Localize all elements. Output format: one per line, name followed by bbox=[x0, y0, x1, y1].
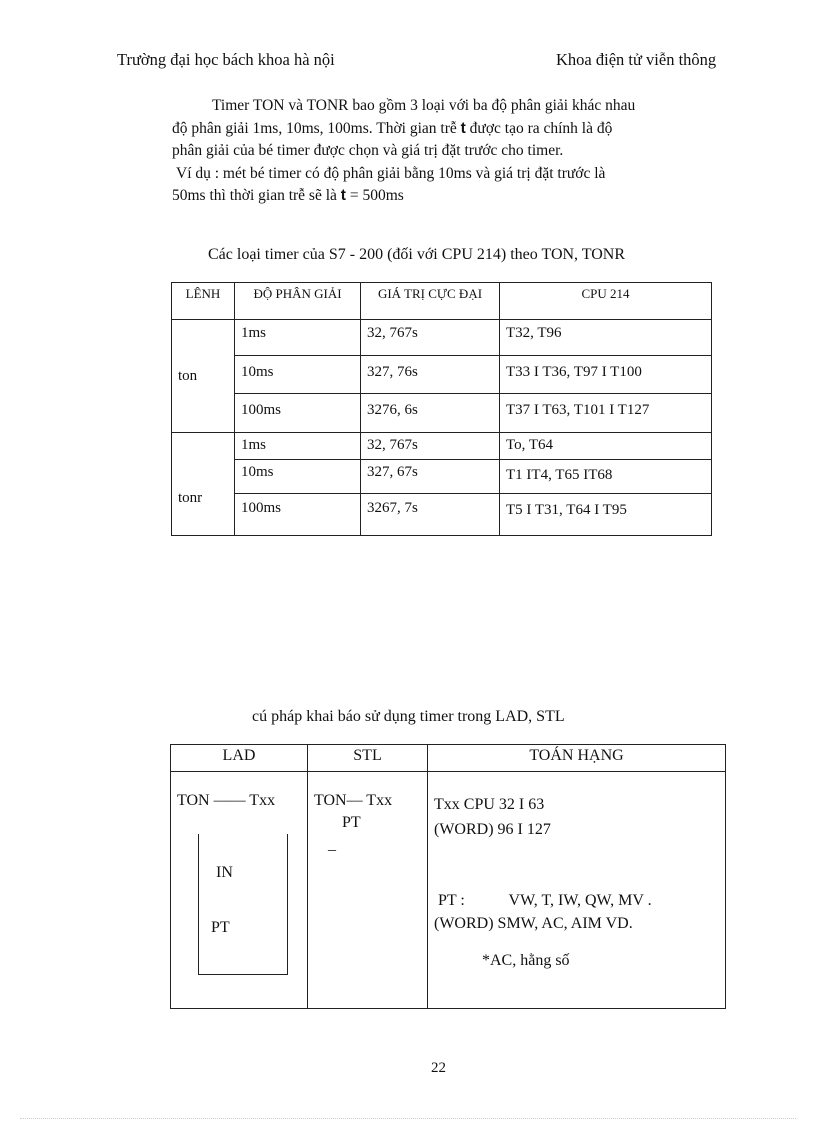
table-cell: 3276, 6s bbox=[361, 394, 500, 433]
table-cell: T37 I T63, T101 I T127 bbox=[500, 394, 712, 433]
para-line-5: 50ms thì thời gian trễ sẽ là t = 500ms bbox=[172, 187, 404, 204]
operand-line-4: (WORD) SMW, AC, AIM VD. bbox=[434, 915, 633, 932]
header-left: Trường đại học bách khoa hà nội bbox=[117, 50, 335, 69]
table-cell: T5 I T31, T64 I T95 bbox=[500, 494, 712, 536]
table-header: STL bbox=[308, 745, 428, 772]
table-cell: 327, 76s bbox=[361, 356, 500, 394]
table-header: TOÁN HẠNG bbox=[428, 745, 726, 772]
table-header: GIÁ TRỊ CỰC ĐẠI bbox=[361, 283, 500, 320]
header-right: Khoa điện tử viễn thông bbox=[556, 50, 717, 69]
lad-ton-label: TON —— Txx bbox=[177, 792, 276, 809]
table-cell: 10ms bbox=[235, 460, 361, 494]
lad-in-label: IN bbox=[216, 864, 233, 881]
table-header: CPU 214 bbox=[500, 283, 712, 320]
table-cell: 1ms bbox=[235, 320, 361, 356]
table-header: LAD bbox=[171, 745, 308, 772]
table-header: ĐỘ PHÂN GIẢI bbox=[235, 283, 361, 320]
operand-line-2: (WORD) 96 I 127 bbox=[434, 821, 551, 838]
table-cell: 100ms bbox=[235, 394, 361, 433]
table-cell: T33 I T36, T97 I T100 bbox=[500, 356, 712, 394]
table-cell: T32, T96 bbox=[500, 320, 712, 356]
table-cell: T1 IT4, T65 IT68 bbox=[500, 460, 712, 494]
stl-cell bbox=[308, 772, 428, 1009]
table-cell: 327, 67s bbox=[361, 460, 500, 494]
footer-divider bbox=[20, 1118, 796, 1119]
stl-ton-label: TON— Txx bbox=[314, 792, 393, 809]
para-line-2: độ phân giải 1ms, 10ms, 100ms. Thời gian trễ t được tạo ra chính là độ bbox=[172, 119, 613, 137]
group-label-ton: ton bbox=[172, 320, 235, 433]
syntax-table bbox=[170, 744, 726, 1009]
timer-types-table bbox=[171, 282, 712, 536]
intro-paragraph bbox=[172, 95, 746, 208]
stl-pt-label: PT bbox=[342, 814, 361, 831]
para-line-4: Ví dụ : mét bé timer có độ phân giải bằng 10ms và giá trị đặt trước là bbox=[176, 164, 606, 182]
stl-dash: _ bbox=[328, 836, 336, 853]
table-header: LÊNH bbox=[172, 283, 235, 320]
table-cell: To, T64 bbox=[500, 433, 712, 460]
table-cell: 32, 767s bbox=[361, 320, 500, 356]
lad-timer-box bbox=[198, 834, 288, 975]
operand-line-5: *AC, hằng số bbox=[482, 952, 570, 969]
page-number: 22 bbox=[431, 1060, 446, 1076]
table-cell: 1ms bbox=[235, 433, 361, 460]
table-cell: 10ms bbox=[235, 356, 361, 394]
operand-line-1: Txx CPU 32 I 63 bbox=[434, 796, 545, 813]
table1-caption: Các loại timer của S7 - 200 (đối với CPU 214) theo TON, TONR bbox=[208, 246, 626, 263]
table-cell: 3267, 7s bbox=[361, 494, 500, 536]
operand-line-3: PT : VW, T, IW, QW, MV . bbox=[438, 892, 652, 909]
para-line-1: Timer TON và TONR bao gồm 3 loại với ba độ phân giải khác nhau bbox=[212, 97, 636, 114]
table-cell: 100ms bbox=[235, 494, 361, 536]
lad-cell bbox=[171, 772, 308, 1009]
group-label-tonr: tonr bbox=[172, 433, 235, 536]
para-line-3: phân giải của bé timer được chọn và giá trị đặt trước cho timer. bbox=[172, 142, 564, 159]
operand-cell bbox=[428, 772, 726, 1009]
table-cell: 32, 767s bbox=[361, 433, 500, 460]
table2-caption: cú pháp khai báo sử dụng timer trong LAD, STL bbox=[252, 708, 565, 725]
lad-pt-label: PT bbox=[211, 919, 230, 936]
